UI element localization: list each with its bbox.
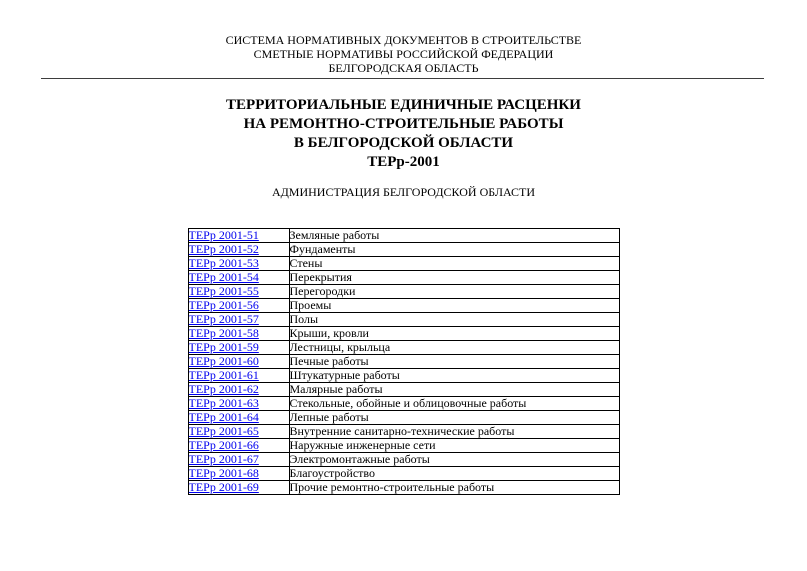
toc-code-cell	[188, 299, 289, 313]
toc-code-cell	[188, 341, 289, 355]
toc-title-cell: Прочие ремонтно-строительные работы	[289, 481, 619, 495]
toc-link[interactable]: ТЕРр 2001-56	[188, 298, 259, 312]
table-row	[188, 453, 619, 467]
toc-title-cell: Крыши, кровли	[289, 327, 619, 341]
toc-code-cell	[188, 453, 289, 467]
toc-link[interactable]: ТЕРр 2001-57	[188, 312, 259, 326]
toc-title-cell: Перекрытия	[289, 271, 619, 285]
toc-link[interactable]: ТЕРр 2001-65	[188, 424, 259, 438]
toc-link[interactable]: ТЕРр 2001-51	[188, 228, 259, 242]
header-line-norms: СМЕТНЫЕ НОРМАТИВЫ РОССИЙСКОЙ ФЕДЕРАЦИИ	[253, 47, 554, 61]
toc-link[interactable]: ТЕРр 2001-67	[188, 452, 259, 466]
toc-title-cell: Лестницы, крыльца	[289, 341, 619, 355]
toc-code-cell	[188, 271, 289, 285]
toc-title-cell: Печные работы	[289, 355, 619, 369]
title-line-1: ТЕРРИТОРИАЛЬНЫЕ ЕДИНИЧНЫЕ РАСЦЕНКИ	[226, 97, 581, 113]
toc-title-cell: Лепные работы	[289, 411, 619, 425]
toc-title-cell: Внутренние санитарно-технические работы	[289, 425, 619, 439]
toc-code-cell	[188, 257, 289, 271]
table-row	[188, 285, 619, 299]
header-divider	[41, 78, 764, 79]
document-title	[0, 96, 807, 172]
toc-title-cell: Земляные работы	[289, 229, 619, 243]
toc-link[interactable]: ТЕРр 2001-55	[188, 284, 259, 298]
toc-link[interactable]: ТЕРр 2001-53	[188, 256, 259, 270]
table-row	[188, 257, 619, 271]
toc-code-cell	[188, 383, 289, 397]
administration-subtitle: АДМИНИСТРАЦИЯ БЕЛГОРОДСКОЙ ОБЛАСТИ	[271, 185, 536, 199]
toc-title-cell: Штукатурные работы	[289, 369, 619, 383]
document-header	[0, 0, 807, 75]
toc-code-cell	[188, 481, 289, 495]
toc-title-cell: Стены	[289, 257, 619, 271]
toc-title-cell: Наружные инженерные сети	[289, 439, 619, 453]
table-row	[188, 467, 619, 481]
table-row	[188, 411, 619, 425]
title-line-2: НА РЕМОНТНО-СТРОИТЕЛЬНЫЕ РАБОТЫ	[243, 116, 564, 132]
table-row	[188, 397, 619, 411]
toc-title-cell: Благоустройство	[289, 467, 619, 481]
header-line-region: БЕЛГОРОДСКАЯ ОБЛАСТЬ	[328, 61, 479, 75]
toc-code-cell	[188, 313, 289, 327]
toc-code-cell	[188, 425, 289, 439]
toc-title-cell: Малярные работы	[289, 383, 619, 397]
toc-link[interactable]: ТЕРр 2001-64	[188, 410, 259, 424]
toc-link[interactable]: ТЕРр 2001-63	[188, 396, 259, 410]
toc-link[interactable]: ТЕРр 2001-62	[188, 382, 259, 396]
toc-link[interactable]: ТЕРр 2001-58	[188, 326, 259, 340]
toc-link[interactable]: ТЕРр 2001-68	[188, 466, 259, 480]
toc-code-cell	[188, 327, 289, 341]
table-row	[188, 341, 619, 355]
toc-code-cell	[188, 285, 289, 299]
table-row	[188, 481, 619, 495]
toc-title-cell: Проемы	[289, 299, 619, 313]
toc-link[interactable]: ТЕРр 2001-61	[188, 368, 259, 382]
toc-title-cell: Перегородки	[289, 285, 619, 299]
toc-code-cell	[188, 369, 289, 383]
toc-title-cell: Полы	[289, 313, 619, 327]
toc-code-cell	[188, 411, 289, 425]
table-row	[188, 439, 619, 453]
toc-link[interactable]: ТЕРр 2001-60	[188, 354, 259, 368]
table-row	[188, 271, 619, 285]
toc-title-cell: Стекольные, обойные и облицовочные работы	[289, 397, 619, 411]
toc-table	[188, 228, 620, 495]
table-row	[188, 425, 619, 439]
header-line-system: СИСТЕМА НОРМАТИВНЫХ ДОКУМЕНТОВ В СТРОИТЕЛЬСТВЕ	[225, 33, 582, 47]
toc-table-body	[188, 229, 619, 495]
toc-code-cell	[188, 355, 289, 369]
toc-code-cell	[188, 397, 289, 411]
table-row	[188, 369, 619, 383]
table-row	[188, 243, 619, 257]
table-row	[188, 229, 619, 243]
toc-link[interactable]: ТЕРр 2001-54	[188, 270, 259, 284]
toc-link[interactable]: ТЕРр 2001-69	[188, 480, 259, 494]
title-line-3: В БЕЛГОРОДСКОЙ ОБЛАСТИ	[293, 135, 514, 151]
title-line-4: ТЕРр-2001	[367, 154, 440, 170]
toc-link[interactable]: ТЕРр 2001-59	[188, 340, 259, 354]
toc-link[interactable]: ТЕРр 2001-52	[188, 242, 259, 256]
toc-title-cell: Электромонтажные работы	[289, 453, 619, 467]
table-row	[188, 313, 619, 327]
toc-code-cell	[188, 243, 289, 257]
toc-code-cell	[188, 229, 289, 243]
toc-link[interactable]: ТЕРр 2001-66	[188, 438, 259, 452]
toc-code-cell	[188, 467, 289, 481]
table-row	[188, 327, 619, 341]
table-row	[188, 299, 619, 313]
table-row	[188, 383, 619, 397]
toc-code-cell	[188, 439, 289, 453]
toc-title-cell: Фундаменты	[289, 243, 619, 257]
table-row	[188, 355, 619, 369]
